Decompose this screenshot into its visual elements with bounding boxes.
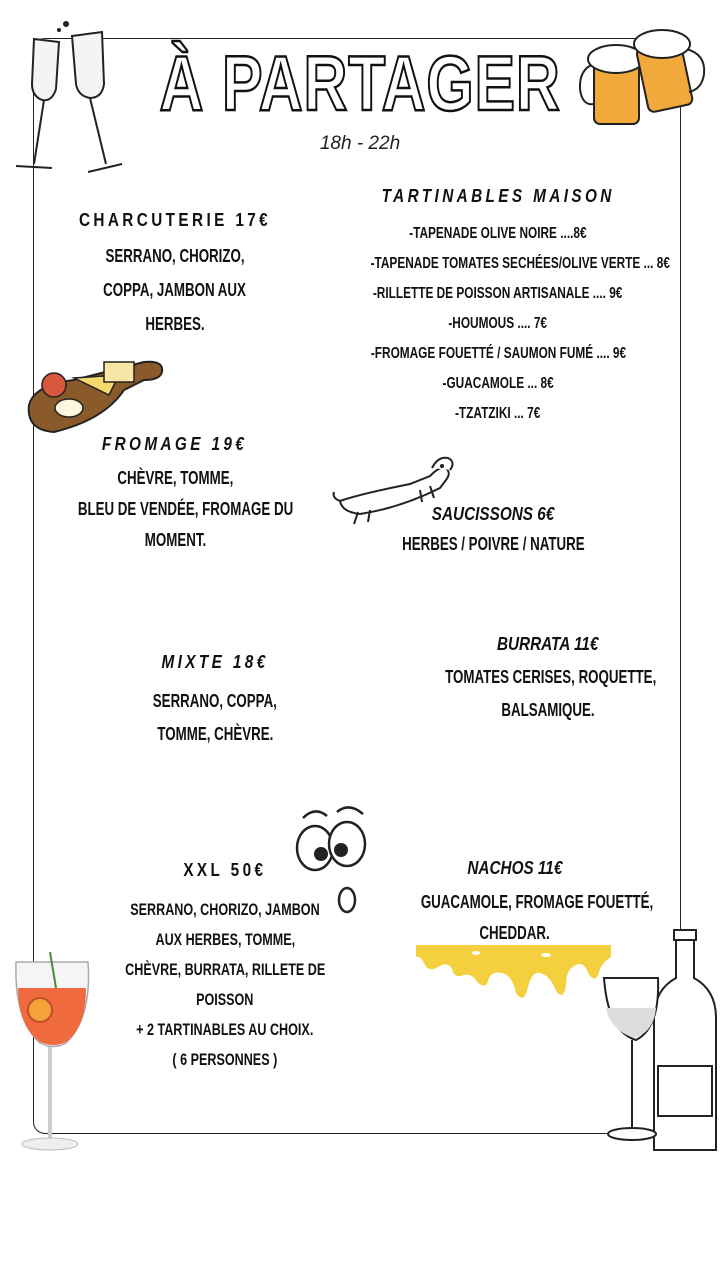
- item-line: SERRANO, CHORIZO, JAMBON: [130, 900, 320, 919]
- section-heading: NACHOS 11€: [467, 858, 563, 878]
- section-burrata: [408, 634, 688, 727]
- dachshund-icon: [330, 446, 460, 528]
- item-line: + 2 TARTINABLES AU CHOIX.: [136, 1020, 314, 1039]
- item-line: HERBES.: [145, 314, 205, 334]
- section-items: [40, 239, 310, 341]
- item-line: HERBES / POIVRE / NATURE: [401, 534, 585, 554]
- item-line: -TAPENADE OLIVE NOIRE ....8€: [409, 225, 587, 242]
- section-items: [90, 895, 360, 1075]
- item-line: -TZATZIKI ... 7€: [455, 405, 541, 422]
- item-line: ( 6 PERSONNES ): [172, 1050, 278, 1069]
- section-fromage: [40, 434, 310, 556]
- item-line: CHÈVRE, TOMME,: [117, 468, 233, 488]
- item-line: CHÈVRE, BURRATA, RILLETE DE: [125, 960, 326, 979]
- cheese-board-icon: [24, 350, 169, 440]
- section-items: [80, 685, 350, 751]
- page-title: À PARTAGER: [159, 39, 561, 127]
- item-line: CHEDDAR.: [479, 923, 551, 943]
- section-heading: XXL 50€: [183, 860, 267, 880]
- item-line: BALSAMIQUE.: [501, 700, 595, 720]
- section-heading: SAUCISSONS 6€: [431, 504, 555, 524]
- melted-cheese-icon: [416, 945, 611, 1010]
- item-line: SERRANO, CHORIZO,: [105, 246, 245, 266]
- item-line: TOMME, CHÈVRE.: [157, 724, 273, 744]
- spritz-glass-icon: [10, 948, 95, 1160]
- service-hours: 18h - 22h: [319, 133, 401, 154]
- section-heading: BURRATA 11€: [497, 634, 599, 654]
- item-line: MOMENT.: [144, 530, 206, 550]
- item-line: COPPA, JAMBON AUX: [103, 280, 247, 300]
- item-line: -HOUMOUS .... 7€: [448, 315, 548, 332]
- item-line: -GUACAMOLE ... 8€: [442, 375, 554, 392]
- section-charcuterie: [40, 210, 310, 341]
- beer-mugs-icon: [574, 14, 714, 134]
- section-tartinables: [318, 186, 678, 429]
- section-heading: TARTINABLES MAISON: [381, 186, 615, 206]
- wine-bottle-glass-icon: [598, 928, 718, 1160]
- section-heading: FROMAGE 19€: [102, 434, 248, 454]
- item-line: POISSON: [196, 990, 254, 1009]
- section-mixte: [80, 652, 350, 751]
- item-line: TOMATES CERISES, ROQUETTE,: [445, 667, 657, 687]
- section-items: [40, 463, 310, 556]
- section-items: [408, 661, 688, 727]
- section-heading: MIXTE 18€: [161, 652, 269, 672]
- item-line: SERRANO, COPPA,: [152, 691, 278, 711]
- item-line: -TAPENADE TOMATES SECHÉES/OLIVE VERTE ... 8€: [370, 255, 670, 272]
- section-heading: CHARCUTERIE 17€: [78, 210, 272, 230]
- section-items: [363, 529, 623, 559]
- item-line: GUACAMOLE, FROMAGE FOUETTÉ,: [420, 892, 654, 912]
- champagne-glasses-icon: [4, 14, 124, 174]
- item-line: BLEU DE VENDÉE, FROMAGE DU: [77, 499, 294, 519]
- item-line: AUX HERBES, TOMME,: [155, 930, 295, 949]
- item-line: -FROMAGE FOUETTÉ / SAUMON FUMÉ .... 9€: [370, 345, 626, 362]
- cartoon-face-icon: [285, 798, 375, 918]
- section-items: [318, 219, 678, 429]
- item-line: -RILLETTE DE POISSON ARTISANALE .... 9€: [373, 285, 623, 302]
